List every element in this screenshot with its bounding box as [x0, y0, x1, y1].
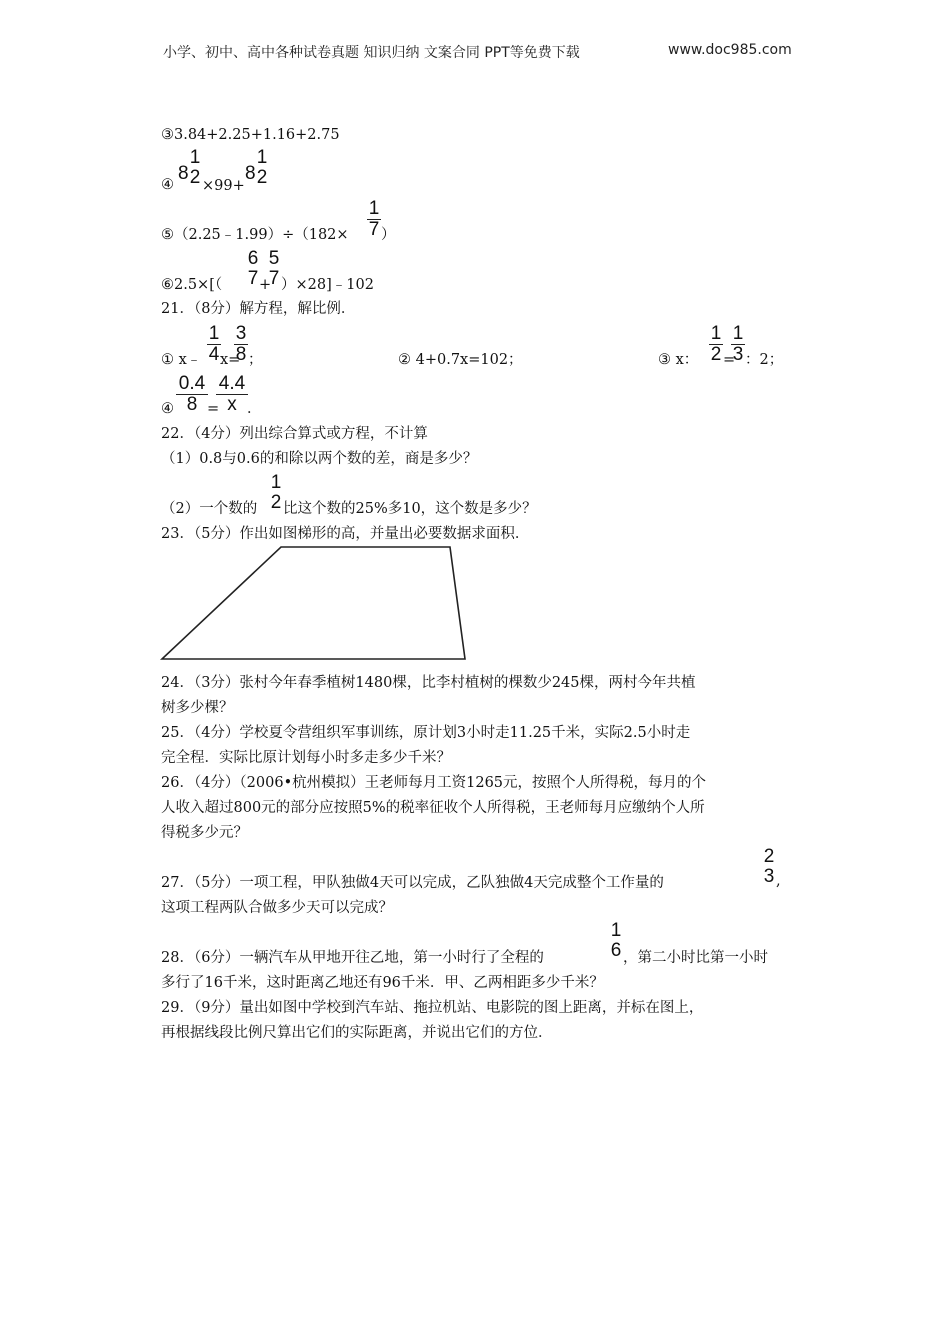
- denominator: 2: [270, 492, 282, 513]
- denominator: 7: [247, 268, 259, 289]
- q21-equation-2: ② 4+0.7x=102；: [398, 352, 523, 368]
- header-left-text: 小学、初中、高中各种试卷真题 知识归纳 文案合同 PPT等免费下载: [163, 45, 580, 61]
- q29-line-1: 29．（9分）量出如图中学校到汽车站、拖拉机站、电影院的图上距离，并标在图上，: [161, 1000, 704, 1016]
- q27-tail: ,: [776, 873, 781, 889]
- eq3-a: ③ x：: [658, 352, 699, 368]
- q22-part-2-a: （2）一个数的: [161, 501, 258, 517]
- denominator: 2: [189, 167, 201, 188]
- eq1-c: ；: [248, 352, 263, 368]
- denominator: 8: [235, 344, 247, 365]
- eq4-c: ．: [247, 401, 262, 417]
- numerator: 3: [235, 323, 247, 344]
- calc-6-plus: +: [259, 277, 272, 293]
- calc-6-fraction-2: [268, 249, 280, 289]
- calc-4-whole-1: 8: [178, 163, 189, 184]
- trapezoid-figure: [150, 540, 480, 670]
- calc-4-fraction-1: [189, 148, 201, 188]
- numerator: 5: [268, 248, 280, 269]
- q25-line-2: 完全程．实际比原计划每小时多走多少千米？: [161, 750, 451, 766]
- q27-fraction: [762, 847, 776, 887]
- q22-title: 22．（4分）列出综合算式或方程，不计算: [161, 426, 428, 442]
- q22-fraction: [269, 473, 283, 513]
- eq3-eq: =: [723, 352, 736, 368]
- q21-title: 21．（8分）解方程，解比例．: [161, 301, 356, 317]
- calc-4-prefix: ④: [161, 177, 174, 193]
- header-right-url: www.doc985.com: [668, 42, 792, 58]
- q22-part-1: （1）0.8与0.6的和除以两个数的差，商是多少？: [161, 451, 478, 467]
- calc-6-fraction-1: [247, 249, 259, 289]
- eq1-fraction-1: [207, 324, 221, 365]
- eq1-b: x=: [220, 352, 241, 368]
- denominator: 4: [208, 344, 220, 365]
- denominator: 6: [610, 940, 622, 961]
- q27-line-1: 27．（5分）一项工程，甲队独做4天可以完成，乙队独做4天完成整个工作量的: [161, 875, 664, 891]
- eq3-fraction-2: [731, 324, 745, 365]
- q22-part-2-b: 比这个数的25%多10，这个数是多少？: [283, 501, 537, 517]
- numerator: 1: [610, 920, 622, 941]
- q24-line-1: 24．（3分）张村今年春季植树1480棵，比李村植树的棵数少245棵，两村今年共植: [161, 675, 696, 691]
- numerator: 1: [710, 323, 722, 344]
- calc-4-whole-2: 8: [245, 163, 256, 184]
- denominator: x: [227, 394, 237, 415]
- calc-5-close: ）: [381, 227, 396, 243]
- calc-5-fraction: [367, 199, 381, 240]
- denominator: 2: [710, 344, 722, 365]
- calc-6-rest: ）×28]﹣102: [281, 277, 374, 293]
- q24-line-2: 树多少棵？: [161, 700, 234, 716]
- q28-fraction: [609, 921, 623, 961]
- calc-4-middle: ×99+: [202, 178, 245, 194]
- calc-item-3: ③3.84+2.25+1.16+2.75: [161, 127, 340, 143]
- calc-4-fraction-2: [256, 148, 268, 188]
- eq4-fraction-2: [216, 374, 248, 415]
- numerator: 1: [208, 323, 220, 344]
- numerator: 1: [368, 198, 380, 219]
- denominator: 7: [368, 219, 380, 240]
- q28-line-1b: ，第二小时比第一小时: [623, 950, 768, 966]
- q29-line-2: 再根据线段比例尺算出它们的实际距离，并说出它们的方位．: [161, 1025, 553, 1041]
- q27-line-2: 这项工程两队合做多少天可以完成？: [161, 900, 393, 916]
- q26-line-3: 得税多少元？: [161, 825, 248, 841]
- denominator: 7: [268, 268, 280, 289]
- eq4-a: ④: [161, 401, 174, 417]
- q25-line-1: 25．（4分）学校夏令营组织军事训练，原计划3小时走11.25千米，实际2.5小时走: [161, 725, 691, 741]
- denominator: 2: [256, 167, 268, 188]
- numerator: 4.4: [218, 373, 246, 394]
- q23-title: 23．（5分）作出如图梯形的高，并量出必要数据求面积．: [161, 526, 530, 542]
- denominator: 3: [732, 344, 744, 365]
- eq4-fraction-1: [176, 374, 208, 415]
- eq1-a: ① x﹣: [161, 352, 202, 368]
- denominator: 8: [186, 394, 198, 415]
- eq4-eq: =: [207, 401, 220, 417]
- numerator: 1: [256, 147, 268, 168]
- q28-line-2: 多行了16千米，这时距离乙地还有96千米．甲、乙两相距多少千米？: [161, 975, 604, 991]
- q26-line-2: 人收入超过800元的部分应按照5%的税率征收个人所得税，王老师每月应缴纳个人所: [161, 800, 705, 816]
- calc-5-text: ⑤（2.25﹣1.99）÷（182×: [161, 227, 349, 243]
- eq1-fraction-2: [234, 324, 248, 365]
- numerator: 1: [270, 472, 282, 493]
- q26-line-1: 26．（4分）（2006•杭州模拟）王老师每月工资1265元，按照个人所得税，每月的个: [161, 775, 707, 791]
- numerator: 1: [732, 323, 744, 344]
- q28-line-1a: 28．（6分）一辆汽车从甲地开往乙地，第一小时行了全程的: [161, 950, 544, 966]
- numerator: 2: [763, 846, 775, 867]
- numerator: 1: [189, 147, 201, 168]
- numerator: 6: [247, 248, 259, 269]
- numerator: 0.4: [178, 373, 206, 394]
- calc-6-text: ⑥2.5×[（: [161, 277, 223, 293]
- eq3-fraction-1: [709, 324, 723, 365]
- eq3-c: ：2；: [745, 352, 784, 368]
- trapezoid-shape: [162, 547, 465, 659]
- denominator: 3: [763, 866, 775, 887]
